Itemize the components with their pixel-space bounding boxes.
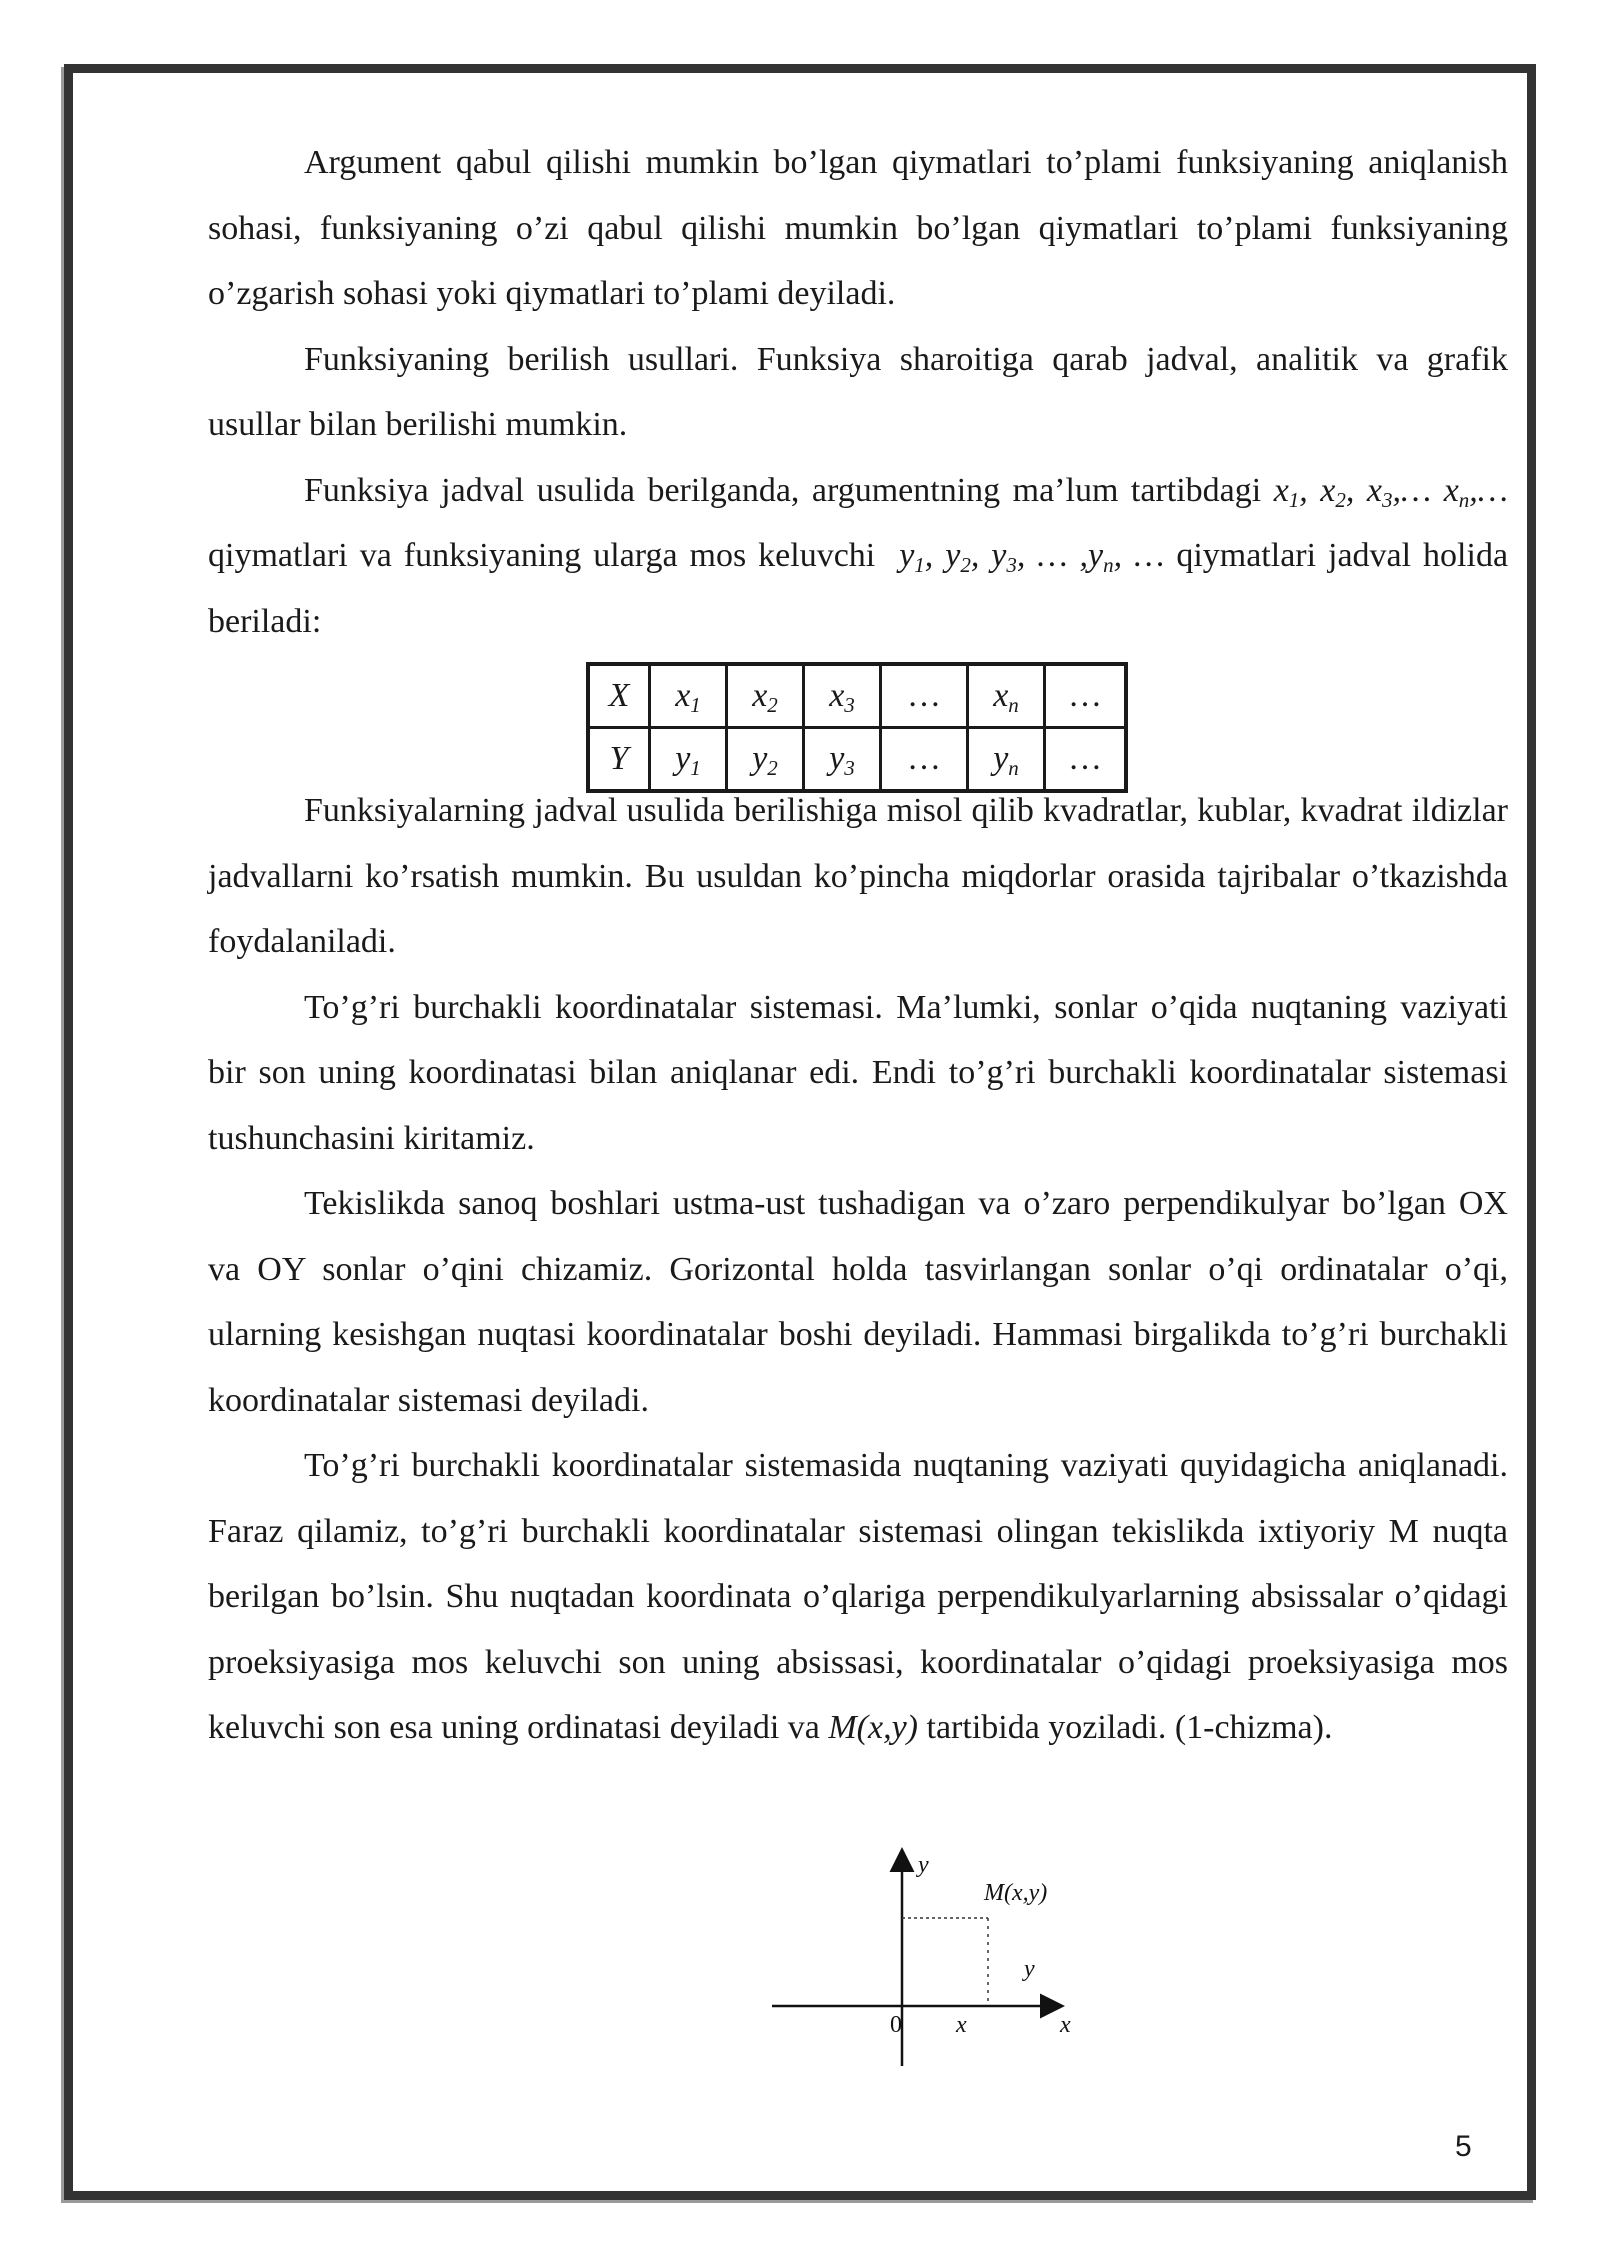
table-cell: $x_3$ [804, 664, 881, 728]
paragraph-point-position-end: tartibida yoziladi. (1-chizma). [926, 1709, 1333, 1746]
paragraph-table-examples: Funksiyalarning jadval usulida berilishiga misol qilib kvadratlar, kublar, kvadrat ildizlar jadvallarni ko’rsatish mumkin. Bu usuldan ko’pincha miqdorlar orasida tajribalar o’tkazishda foydalaniladi. [208, 792, 1508, 960]
table-cell: $y_3$ [804, 728, 881, 792]
table-cell: $y_1$ [650, 728, 727, 792]
y-sequence: $y_1$, $y_2$, $y_3$, … $,y_n$, … [899, 537, 1165, 577]
paragraph-table-method [208, 458, 1508, 655]
table-cell: … [881, 664, 968, 728]
coordinate-figure [760, 1840, 1100, 2080]
table-cell: Y [588, 728, 650, 792]
table-cell: $x_n$ [968, 664, 1045, 728]
point-notation: M(x,y) [828, 1709, 919, 1746]
table-cell: $x_1$ [650, 664, 727, 728]
table-cell: … [881, 728, 968, 792]
x-sequence: $x_1$, $x_2$, $x_3,\dots$ $x_n,\dots$ [1273, 471, 1509, 512]
paragraph-point-position-text: To’g’ri burchakli koordinatalar sistemasida nuqtaning vaziyati quyidagicha aniqlanadi. Faraz qilamiz, to’g’ri burchakli koordinatalar sistemasi olingan tekislikda ixtiyoriy M nuqta berilgan bo’lsin. Shu nuqtadan koordinata o’qlariga perpendikulyarlarning absissalar o’qidagi proeksiyasiga mos keluvchi son uning absissasi, koordinatalar o’qidagi proeksiyasiga mos keluvchi son esa uning ordinatasi deyiladi va [208, 1447, 1508, 1746]
y-axis-label: y [918, 1852, 929, 1878]
table-cell: … [1045, 728, 1127, 792]
table-row-x [588, 664, 1126, 728]
origin-label: 0 [890, 2012, 902, 2038]
table-cell: X [588, 664, 650, 728]
function-value-table [586, 662, 1128, 793]
paragraph-table-method-text-b: qiymatlari va funksiyaning ularga mos keluvchi [208, 537, 876, 574]
paragraph-point-position [208, 1433, 1508, 1761]
paragraph-domain: Argument qabul qilishi mumkin bo’lgan qiymatlari to’plami funksiyaning aniqlanish sohasi, funksiyaning o’zi qabul qilishi mumkin bo’lgan qiymatlari to’plami funksiyaning o’zgarish sohasi yoki qiymatlari to’plami deyiladi. [208, 144, 1508, 312]
abscissa-label: x [956, 2012, 967, 2038]
paragraph-methods: Funksiyaning berilish usullari. Funksiya sharoitiga qarab jadval, analitik va grafik usullar bilan berilishi mumkin. [208, 340, 1508, 443]
paragraph-axes: Tekislikda sanoq boshlari ustma-ust tushadigan va o’zaro perpendikulyar bo’lgan OX va OY sonlar o’qini chizamiz. Gorizontal holda tasvirlangan sonlar o’qi ordinatalar o’qi, ularning kesishgan nuqtasi koordinatalar boshi deyiladi. Hammasi birgalikda to’g’ri burchakli koordinatalar sistemasi deyiladi. [208, 1185, 1508, 1419]
paragraph-table-method-text-a: Funksiya jadval usulida berilganda, argumentning ma’lum tartibdagi [304, 471, 1262, 509]
document-body [208, 130, 1508, 1761]
table-cell: $x_2$ [727, 664, 804, 728]
paragraph-coordinate-system: To’g’ri burchakli koordinatalar sistemasi. Ma’lumki, sonlar o’qida nuqtaning vaziyati bir son uning koordinatasi bilan aniqlanar edi. Endi to’g’ri burchakli koordinatalar sistemasi tushunchasini kiritamiz. [208, 988, 1508, 1157]
page-number: 5 [1455, 2130, 1472, 2163]
table-row-y [588, 728, 1126, 792]
ordinate-label: y [1024, 1956, 1035, 1982]
point-m-label: M(x,y) [984, 1880, 1048, 1906]
table-cell: $y_n$ [968, 728, 1045, 792]
table-cell: … [1045, 664, 1127, 728]
paragraph-table-method-text-c: qiymatlari jadval holida beriladi: [208, 537, 1509, 640]
x-axis-label: x [1060, 2012, 1071, 2038]
table-cell: $y_2$ [727, 728, 804, 792]
